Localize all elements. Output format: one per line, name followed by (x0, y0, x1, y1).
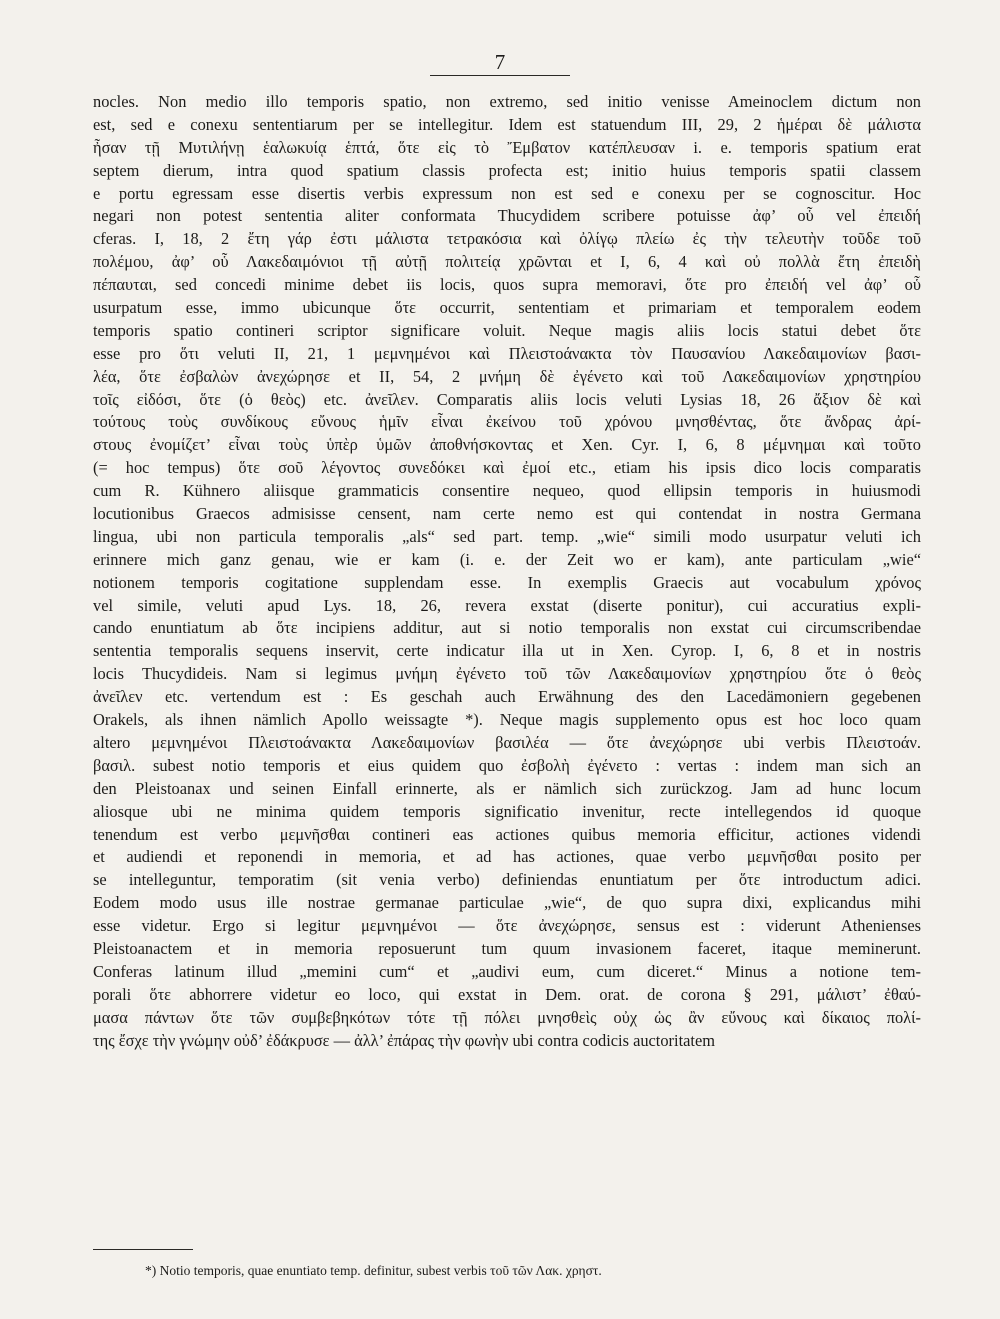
text-line: septem dierum, intra quod spatium classis profecta est; initio huius temporis spatii classem (93, 160, 921, 180)
text-line: e portu egressam esse disertis verbis expressum non est sed e conexu per se cognoscitur. Hoc (93, 183, 921, 203)
text-line: nocles. Non medio illo temporis spatio, non extremo, sed initio venisse Ameinoclem dictum non (93, 92, 921, 111)
text-line: λέα, ὅτε ἐσβαλὼν ἀνεχώρησε et II, 54, 2 μνήμη δὲ ἐγένετο καὶ τοῦ Λακεδαιμονίων χρηστηρίου (93, 366, 921, 386)
text-line: tenendum est verbo μεμνῆσθαι contineri eas actiones quibus memoria efficitur, actiones videndi (93, 824, 921, 844)
text-line: usurpatum esse, immo ubicunque ὅτε occurrit, sententiam et primariam et temporalem eodem (93, 298, 921, 318)
text-line: cferas. I, 18, 2 ἔτη γάρ ἐστι μάλιστα τετρακόσια καὶ ὀλίγῳ πλείω ἐς τὴν τελευτὴν τοῦδε τοῦ (93, 229, 921, 249)
text-line: altero μεμνημένοι Πλειστοάνακτα Λακεδαιμονίων βασιλέα — ὅτε ἀνεχώρησε ubi verbis Πλειστοάν. (93, 732, 921, 752)
text-line: πέπαυται, sed concedi minime debet iis locis, quos supra memoravi, ὅτε pro ἐπειδή vel ἀφ’ οὗ (93, 275, 921, 295)
text-line: erinnere mich ganz genau, wie er kam (i. e. der Zeit wo er kam), ante particulam „wie“ (93, 549, 921, 569)
text-line: sententia temporalis sequens inservit, certe indicatur illa ut in Xen. Cyrop. I, 6, 8 et in nostris (93, 641, 921, 661)
text-line: (= hoc tempus) ὅτε σοῦ λέγοντος συνεδόκει καὶ ἐμοί etc., etiam his ipsis dico locis comparatis (93, 458, 921, 478)
text-line: ἀνεῖλεν etc. vertendum est : Es geschah auch Erwähnung des den Lacedämoniern gegebenen (93, 687, 921, 707)
text-line: πολέμου, ἀφ’ οὗ Λακεδαιμόνιοι τῇ αὐτῇ πολιτείᾳ χρῶνται et I, 6, 4 καὶ οὐ πολλὰ ἔτη ἐπειδὴ (93, 252, 921, 272)
text-line: βασιλ. subest notio temporis et eius quidem quo ἐσβολὴ ἐγένετο : vertas : indem man sich an (93, 755, 921, 775)
header-rule (430, 75, 570, 76)
text-line: ἦσαν τῇ Μυτιλήνῃ ἑαλωκυίᾳ ἑπτά, ὅτε εἰς τὸ Ἔμβατον κατέπλευσαν i. e. temporis spatium erat (93, 137, 921, 157)
footnote-rule (93, 1249, 193, 1250)
text-line: den Pleistoanax und seinen Einfall erinnerte, als er nämlich sich zurückzog. Jam ad hunc locum (93, 778, 921, 798)
text-line: temporis spatio contineri scriptor significare voluit. Neque magis aliis locis statui debet ὅτε (93, 320, 921, 340)
text-line: locutionibus Graecos admisisse censent, nam certe nemo est qui contendat in nostra Germana (93, 504, 921, 524)
text-line: est, sed e conexu sententiarum per se intellegitur. Idem est statuendum III, 29, 2 ἡμέραι δὲ μάλιστα (93, 114, 921, 134)
text-line: Pleistoanactem et in memoria reposuerunt tum quum invasionem faceret, itaque meminerunt. (93, 938, 921, 958)
text-line: esse videtur. Ergo si legitur μεμνημένοι — ὅτε ἀνεχώρησε, sensus est : viderunt Athenienses (93, 916, 921, 936)
text-line: Conferas latinum illud „memini cum“ et „audivi eum, cum diceret.“ Minus a notione tem- (93, 961, 921, 981)
text-line: cum R. Kühnero aliisque grammaticis consentire nequeo, quod ellipsin temporis in huiusmodi (93, 481, 921, 501)
text-line: Orakels, als ihnen nämlich Apollo weissagte *). Neque magis supplemento opus est hoc loco quam (93, 710, 921, 730)
page-number: 7 (494, 50, 506, 74)
text-line: lingua, ubi non particula temporalis „als“ sed part. temp. „wie“ simili modo usurpatur veluti ich (93, 526, 921, 546)
text-line: esse pro ὅτι veluti II, 21, 1 μεμνημένοι καὶ Πλειστοάνακτα τὸν Παυσανίου Λακεδαιμονίων βασι- (93, 343, 921, 363)
body-text (93, 91, 921, 1052)
footnote: *) Notio temporis, quae enuntiato temp. definitur, subest verbis τοῦ τῶν Λακ. χρηστ. (145, 1263, 602, 1278)
text-line: negari non potest sententia aliter conformata Thucydidem scribere potuisse ἀφ’ οὗ vel ἐπειδή (93, 206, 921, 226)
text-line: notionem temporis cogitatione supplendam esse. In exemplis Graecis aut vocabulum χρόνος (93, 572, 921, 592)
text-line: se intelleguntur, temporatim (sit venia verbo) definiendas enuntiatum per ὅτε introductum adici. (93, 870, 921, 890)
text-line: et audiendi et reponendi in memoria, et ad has actiones, quae verbo μεμνῆσθαι posito per (93, 847, 921, 867)
text-line: aliosque ubi ne minima quidem temporis significatio invenitur, recte intellegendos id quoque (93, 801, 921, 821)
text-line: vel simile, veluti apud Lys. 18, 26, revera exstat (diserte ponitur), cui accuratius expli- (93, 595, 921, 615)
text-line: μασα πάντων ὅτε τῶν συμβεβηκότων τότε τῇ πόλει μνησθεὶς οὐχ ὡς ἂν εὔνους καὶ δίκαιος πολί- (93, 1007, 921, 1027)
text-line: porali ὅτε abhorrere videtur eo loco, qui exstat in Dem. orat. de corona § 291, μάλιστ’ ἐθαύ- (93, 984, 921, 1004)
text-line: locis Thucydideis. Nam si legimus μνήμη ἐγένετο τοῦ τῶν Λακεδαιμονίων χρηστηρίου ὅτε ὁ θεὸς (93, 664, 921, 684)
text-line: της ἔσχε τὴν γνώμην οὐδ’ ἐδάκρυσε — ἀλλ’ ἐπάρας τὴν φωνὴν ubi contra codicis auctoritatem (93, 1030, 715, 1050)
text-line: Eodem modo usus ille nostrae germanae particulae „wie“, de quo supra dixi, explicandus mihi (93, 893, 921, 913)
text-line: τούτους τοὺς συνδίκους εὔνους ἡμῖν εἶναι ἐκείνου τοῦ χρόνου μνησθέντας, ὅτε ἄνδρας ἀρί- (93, 412, 921, 432)
text-line: cando enuntiatum ab ὅτε incipiens additur, aut si notio temporalis non exstat cui circumscribendae (93, 618, 921, 638)
text-line: στους ἐνομίζετ’ εἶναι τοὺς ὑπὲρ ὑμῶν ἀποθνήσκοντας et Xen. Cyr. I, 6, 8 μέμνημαι καὶ τοῦτο (93, 435, 921, 455)
text-line: τοῖς εἰδόσι, ὅτε (ὁ θεὸς) etc. ἀνεῖλεν. Comparatis aliis locis veluti Lysias 18, 26 ἄξιον δὲ καὶ (93, 389, 921, 409)
